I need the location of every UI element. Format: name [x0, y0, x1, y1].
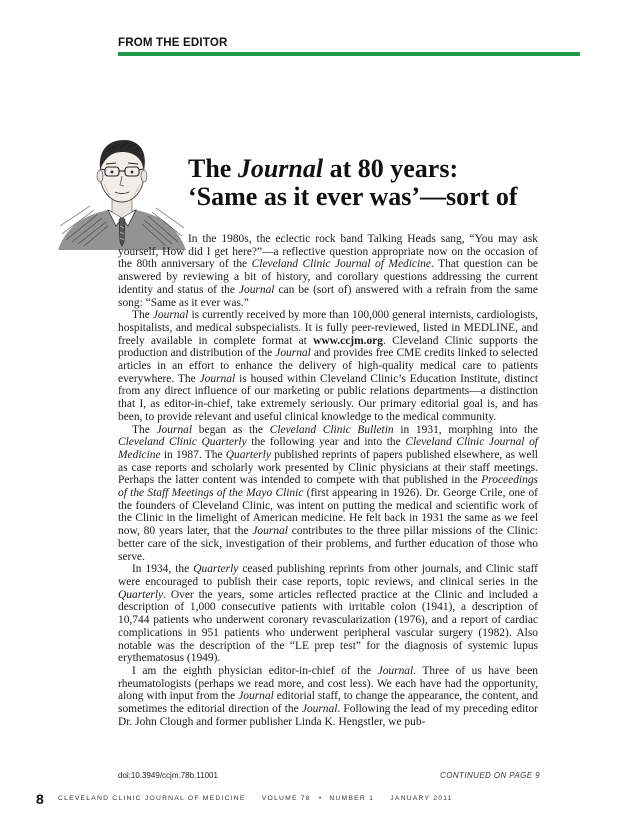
section-label: FROM THE EDITOR — [118, 37, 228, 49]
article-title-line-2: ‘Same as it ever was’—sort of — [188, 182, 518, 211]
footer-journal-name: CLEVELAND CLINIC JOURNAL OF MEDICINE — [58, 795, 246, 802]
body-paragraph-2: The Journal is currently received by more than 100,000 general internists, cardiologists, hospitalists, and medical subspecialists. It is fully peer-reviewed, listed in MEDLINE, and freely available in complete format at www.ccjm.org. Cleveland Clinic supports the production and distribution of the Journal and provides free CME credits linked to selected articles in an effort to enhance the delivery of high-quality medical care to patients everywhere. The Journal is housed within Cleveland Clinic’s Education Institute, distinct from any direct influence of our marketing or public relations departments—a distinction that I, as editor-in-chief, take extremely seriously. Our primary editorial goal is, and has been, to provide relevant and useful clinical knowledge to the medical community. — [118, 309, 538, 423]
continued-on-page: CONTINUED ON PAGE 9 — [440, 771, 540, 780]
body-paragraph-3: The Journal began as the Cleveland Clinic Bulletin in 1931, morphing into the Cleveland Clinic Quarterly the following year and into the Cleveland Clinic Journal of Medicine in 1987. The Quarterly published reprints of papers published elsewhere, as well as case reports and scholarly work presented by Clinic physicians at their staff meetings. Perhaps the latter content was intended to compete with that published in the Proceedings of the Staff Meetings of the Mayo Clinic (first appearing in 1926). Dr. George Crile, one of the founders of Cleveland Clinic, was intent on putting the medical and scientific work of the Clinic in the limelight of American medicine. He felt back in 1931 the same as we feel now, 80 years later, that the Journal contributes to the three pillar missions of the Clinic: better care of the sick, investigation of their problems, and further education of those who serve. — [118, 423, 538, 563]
article-title — [188, 155, 588, 211]
body-paragraph-1: In the 1980s, the eclectic rock band Talking Heads sang, “You may ask yourself, How did I get here?”—a reflective question appropriate now on the occasion of the 80th anniversary of the Cleveland Clinic Journal of Medicine. That question can be answered by reviewing a bit of history, and corollary questions addressing the current identity and status of the Journal can be (sort of) answered with a refrain from the same song: “Same as it ever was.” — [118, 233, 539, 309]
footer-bullet: • — [318, 795, 322, 802]
footer-volume: VOLUME 78 — [261, 795, 311, 802]
journal-url-link[interactable]: www.ccjm.org — [313, 334, 383, 347]
body-paragraph-4: In 1934, the Quarterly ceased publishing reprints from other journals, and Clinic staff were encouraged to publish their case reports, topic reviews, and clinical series in the Quarterly. Over the years, some articles reflected practice at the Clinic and included a description of 1,000 consecutive patients with irritable colon (1941), a description of 10,744 patients who underwent coronary revascularization (1976), and a report of cardiac complications in 951 patients who underwent peripheral vascular surgery (1982). Also notable was the description of the “LE prep test” for the diagnosis of systemic lupus erythematosus (1949). — [118, 563, 538, 665]
article-body — [118, 233, 538, 728]
footer-number: NUMBER 1 — [329, 795, 375, 802]
running-footer — [58, 795, 453, 802]
article-title-line-1: The Journal at 80 years: — [188, 154, 459, 183]
body-paragraph-5: I am the eighth physician editor-in-chief of the Journal. Three of us have been rheumatologists (perhaps we read more, and cost less). We each have had the opportunity, along with input from the Journal editorial staff, to change the appearance, the content, and sometimes the editorial direction of the Journal. Following the lead of my preceding editor Dr. John Clough and former publisher Linda K. Hengstler, we pub- — [118, 664, 538, 728]
footer-date: JANUARY 2011 — [390, 795, 453, 802]
page-number: 8 — [36, 791, 44, 807]
doi-reference: doi:10.3949/ccjm.78b.11001 — [118, 771, 218, 780]
editor-portrait-sketch — [58, 122, 186, 250]
section-rule — [118, 52, 580, 56]
